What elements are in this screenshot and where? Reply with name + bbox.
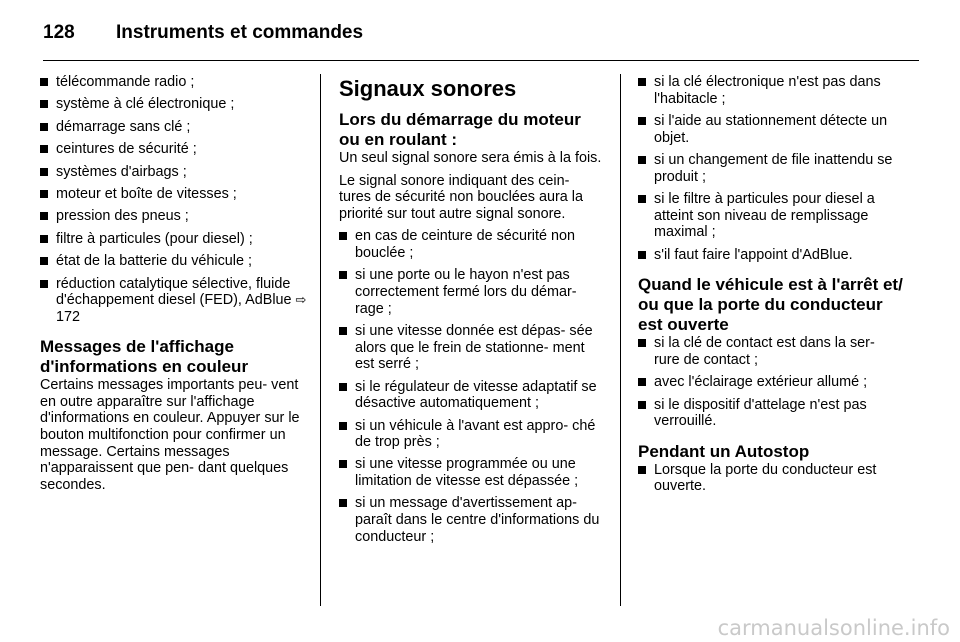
bullet-square-icon <box>40 100 48 108</box>
page-number: 128 <box>43 22 75 43</box>
column-2 <box>339 74 605 551</box>
feature-list <box>40 74 308 325</box>
bullet-square-icon <box>40 78 48 86</box>
bullet-square-icon <box>40 280 48 288</box>
bullet-square-icon <box>339 460 347 468</box>
page-ref-arrow-icon: ⇨ <box>295 292 307 308</box>
list-item: si le filtre à particules pour diesel a atteint son niveau de remplissage maximal ; <box>638 191 904 241</box>
bullet-square-icon <box>638 378 646 386</box>
signal-conditions-list-continued <box>638 74 904 263</box>
body-paragraph: Certains messages importants peu- vent en outre apparaître sur l'affichage d'informations en couleur. Appuyer sur le bouton multifonction pour confirmer un message. Certains messages n'apparaissent que pen- dant quelques secondes. <box>40 377 300 493</box>
body-paragraph: Un seul signal sonore sera émis à la fois. <box>339 150 602 166</box>
list-item: avec l'éclairage extérieur allumé ; <box>638 374 904 391</box>
list-item: ceintures de sécurité ; <box>40 141 308 158</box>
bullet-square-icon <box>638 339 646 347</box>
bullet-square-icon <box>40 145 48 153</box>
watermark: carmanualsonline.info <box>717 616 950 640</box>
bullet-square-icon <box>339 499 347 507</box>
list-item: en cas de ceinture de sécurité non bouclée ; <box>339 228 605 261</box>
bullet-square-icon <box>638 466 646 474</box>
subsection-heading: Pendant un Autostop <box>638 441 810 461</box>
list-item: Lorsque la porte du conducteur est ouverte. <box>638 462 904 495</box>
list-item: si un message d'avertissement ap- paraît dans le centre d'informations du conducteur ; <box>339 495 605 545</box>
bullet-square-icon <box>40 212 48 220</box>
column-3 <box>638 74 904 501</box>
list-item: si une vitesse programmée ou une limitation de vitesse est dépassée ; <box>339 456 605 489</box>
bullet-square-icon <box>40 235 48 243</box>
list-item: télécommande radio ; <box>40 74 308 91</box>
bullet-square-icon <box>339 383 347 391</box>
list-item: moteur et boîte de vitesses ; <box>40 186 308 203</box>
list-item: systèmes d'airbags ; <box>40 164 308 181</box>
list-item: si le dispositif d'attelage n'est pas verrouillé. <box>638 397 904 430</box>
page-header <box>43 18 918 58</box>
signal-conditions-list <box>339 228 605 545</box>
list-item: si le régulateur de vitesse adaptatif se désactive automatiquement ; <box>339 379 605 412</box>
section-title: Signaux sonores <box>339 76 517 101</box>
list-item: système à clé électronique ; <box>40 96 308 113</box>
header-rule <box>43 60 919 61</box>
list-item: réduction catalytique sélective, fluide d'échappement diesel (FED), AdBlue ⇨ 172 <box>40 276 308 326</box>
autostop-conditions-list <box>638 462 904 495</box>
list-item: démarrage sans clé ; <box>40 119 308 136</box>
list-item: pression des pneus ; <box>40 208 308 225</box>
bullet-square-icon <box>638 117 646 125</box>
list-item: filtre à particules (pour diesel) ; <box>40 231 308 248</box>
bullet-square-icon <box>638 195 646 203</box>
chapter-title: Instruments et commandes <box>116 22 364 43</box>
bullet-square-icon <box>40 190 48 198</box>
bullet-square-icon <box>339 271 347 279</box>
bullet-square-icon <box>339 232 347 240</box>
list-item: si une vitesse donnée est dépas- sée alors que le frein de stationne- ment est serré ; <box>339 323 605 373</box>
bullet-square-icon <box>40 168 48 176</box>
bullet-square-icon <box>339 422 347 430</box>
bullet-square-icon <box>339 327 347 335</box>
subsection-heading: Quand le véhicule est à l'arrêt et/ ou que la porte du conducteur est ouverte <box>638 275 903 335</box>
column-1 <box>40 74 308 499</box>
bullet-square-icon <box>638 78 646 86</box>
list-item: état de la batterie du véhicule ; <box>40 253 308 270</box>
subsection-heading: Lors du démarrage du moteur ou en roulant : <box>339 110 581 149</box>
bullet-square-icon <box>40 257 48 265</box>
column-divider-1 <box>320 74 321 606</box>
list-item: s'il faut faire l'appoint d'AdBlue. <box>638 247 904 264</box>
column-divider-2 <box>620 74 621 606</box>
list-item: si la clé électronique n'est pas dans l'habitacle ; <box>638 74 904 107</box>
bullet-square-icon <box>638 156 646 164</box>
list-item: si l'aide au stationnement détecte un objet. <box>638 113 904 146</box>
list-item: si un véhicule à l'avant est appro- ché de trop près ; <box>339 418 605 451</box>
bullet-square-icon <box>638 401 646 409</box>
body-paragraph: Le signal sonore indiquant des cein- tures de sécurité non bouclées aura la priorité sur tout autre signal sonore. <box>339 172 583 222</box>
section-heading: Messages de l'affichage d'informations en couleur <box>40 337 249 377</box>
list-item: si une porte ou le hayon n'est pas correctement fermé lors du démar- rage ; <box>339 267 605 317</box>
bullet-square-icon <box>40 123 48 131</box>
stationary-conditions-list <box>638 335 904 430</box>
list-item: si un changement de file inattendu se produit ; <box>638 152 904 185</box>
list-item: si la clé de contact est dans la ser- rure de contact ; <box>638 335 904 368</box>
bullet-square-icon <box>638 251 646 259</box>
page-reference-link[interactable]: 172 <box>56 308 81 325</box>
